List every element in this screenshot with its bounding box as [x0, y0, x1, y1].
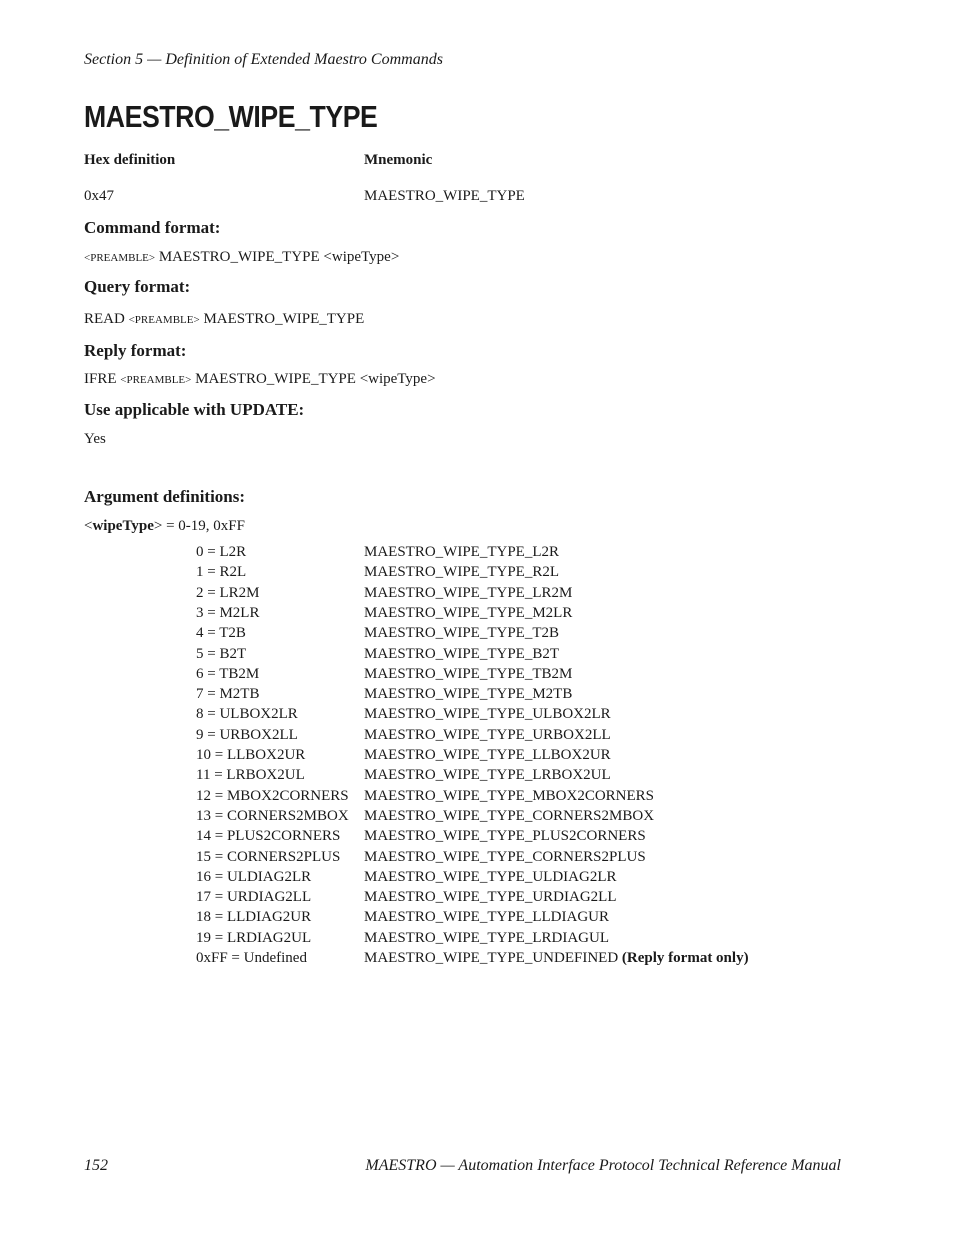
argument-value: 2 = LR2M	[196, 584, 260, 601]
argument-mnemonic	[364, 585, 572, 602]
argument-value: 1 = R2L	[196, 564, 247, 581]
argument-value: 0 = L2R	[196, 544, 247, 560]
argument-value: 9 = URBOX2LL	[196, 726, 298, 743]
argument-mnemonic-text: MAESTRO_WIPE_TYPE_T2B	[364, 625, 559, 642]
argument-mnemonic-text: MAESTRO_WIPE_TYPE_B2T	[364, 645, 559, 662]
argument-value: 3 = M2LR	[196, 604, 260, 621]
argument-note: (Reply format only)	[621, 950, 749, 966]
argument-mnemonic	[364, 950, 749, 967]
command-format-line	[84, 249, 399, 266]
reply-format-heading: Reply format:	[84, 341, 187, 360]
mnemonic-header: Mnemonic	[364, 152, 433, 168]
argument-mnemonic-text: MAESTRO_WIPE_TYPE_PLUS2CORNERS	[364, 828, 646, 845]
argument-mnemonic	[364, 889, 617, 906]
argument-mnemonic-text: MAESTRO_WIPE_TYPE_LRDIAGUL	[364, 929, 609, 946]
argument-mnemonic-text: MAESTRO_WIPE_TYPE_MBOX2CORNERS	[364, 787, 655, 804]
argument-value: 6 = TB2M	[196, 665, 260, 682]
reply-prefix: IFRE	[84, 371, 117, 387]
argument-mnemonic	[364, 788, 654, 805]
argument-mnemonic	[364, 930, 609, 947]
argument-mnemonic-text: MAESTRO_WIPE_TYPE_M2TB	[364, 686, 573, 703]
query-format-line	[84, 311, 364, 328]
argument-mnemonic-text: MAESTRO_WIPE_TYPE_LLBOX2UR	[364, 747, 611, 763]
query-text: MAESTRO_WIPE_TYPE	[203, 311, 365, 327]
argument-mnemonic	[364, 727, 611, 744]
argument-value: 7 = M2TB	[196, 686, 260, 703]
argument-mnemonic-text: MAESTRO_WIPE_TYPE_UNDEFINED	[364, 950, 619, 966]
page-number: 152	[84, 1157, 108, 1174]
command-format-heading: Command format:	[84, 218, 221, 237]
argument-mnemonic	[364, 909, 609, 926]
update-heading: Use applicable with UPDATE:	[84, 400, 305, 419]
mnemonic-value: MAESTRO_WIPE_TYPE	[364, 188, 525, 204]
argument-value: 5 = B2T	[196, 645, 247, 662]
argument-mnemonic	[364, 828, 646, 845]
argument-mnemonic-text: MAESTRO_WIPE_TYPE_R2L	[364, 564, 559, 581]
page-title: MAESTRO_WIPE_TYPE	[84, 99, 378, 134]
command-preamble: <PREAMBLE>	[84, 252, 156, 264]
argument-mnemonic	[364, 564, 559, 581]
hex-value: 0x47	[84, 188, 114, 204]
argument-mnemonic	[364, 686, 572, 703]
argument-mnemonic	[364, 869, 617, 886]
argument-value: 10 = LLBOX2UR	[196, 747, 306, 763]
argument-mnemonic-text: MAESTRO_WIPE_TYPE_LRBOX2UL	[364, 767, 611, 784]
argument-value: 18 = LLDIAG2UR	[196, 909, 312, 926]
argument-mnemonic-text: MAESTRO_WIPE_TYPE_LLDIAGUR	[364, 909, 609, 926]
argument-open: <	[84, 518, 93, 534]
argument-value: 0xFF = Undefined	[196, 950, 307, 966]
argument-mnemonic	[364, 747, 611, 764]
argument-mnemonic	[364, 849, 646, 866]
argument-value: 14 = PLUS2CORNERS	[196, 828, 341, 845]
argument-value: 11 = LRBOX2UL	[196, 767, 305, 784]
reply-text: MAESTRO_WIPE_TYPE <wipeType>	[195, 371, 436, 387]
argument-mnemonic	[364, 605, 572, 622]
argument-mnemonic	[364, 666, 572, 683]
argument-mnemonic-text: MAESTRO_WIPE_TYPE_URDIAG2LL	[364, 889, 617, 906]
command-text: MAESTRO_WIPE_TYPE <wipeType>	[158, 249, 400, 265]
query-preamble: <PREAMBLE>	[128, 314, 200, 326]
reply-format-line	[84, 371, 436, 388]
argument-mnemonic	[364, 706, 611, 723]
argument-mnemonic-text: MAESTRO_WIPE_TYPE_URBOX2LL	[364, 726, 611, 743]
query-format-heading: Query format:	[84, 277, 191, 296]
argument-value: 4 = T2B	[196, 625, 246, 642]
argument-range	[84, 518, 245, 535]
argument-name: wipeType	[92, 518, 154, 534]
argument-definitions-heading: Argument definitions:	[84, 487, 246, 506]
argument-mnemonic	[364, 767, 611, 784]
argument-mnemonic	[364, 625, 559, 642]
reply-preamble: <PREAMBLE>	[120, 374, 192, 386]
argument-value: 16 = ULDIAG2LR	[196, 868, 312, 885]
argument-value: 8 = ULBOX2LR	[196, 706, 298, 723]
argument-mnemonic	[364, 544, 559, 561]
argument-mnemonic-text: MAESTRO_WIPE_TYPE_ULDIAG2LR	[364, 868, 617, 885]
argument-mnemonic	[364, 646, 559, 663]
argument-value: 15 = CORNERS2PLUS	[196, 848, 341, 865]
argument-range-text: > = 0-19, 0xFF	[153, 518, 245, 534]
argument-mnemonic-text: MAESTRO_WIPE_TYPE_CORNERS2MBOX	[364, 807, 655, 824]
hex-definition-header: Hex definition	[84, 152, 176, 168]
argument-mnemonic-text: MAESTRO_WIPE_TYPE_ULBOX2LR	[364, 706, 611, 723]
query-prefix: READ	[84, 311, 125, 327]
argument-value: 17 = URDIAG2LL	[196, 889, 312, 906]
argument-value: 19 = LRDIAG2UL	[196, 929, 312, 946]
manual-title: MAESTRO — Automation Interface Protocol Technical Reference Manual	[365, 1157, 841, 1174]
argument-value: 12 = MBOX2CORNERS	[196, 787, 349, 804]
argument-value: 13 = CORNERS2MBOX	[196, 807, 349, 824]
argument-mnemonic-text: MAESTRO_WIPE_TYPE_M2LR	[364, 604, 573, 621]
argument-mnemonic-text: MAESTRO_WIPE_TYPE_L2R	[364, 544, 559, 560]
update-value: Yes	[84, 431, 106, 447]
argument-mnemonic-text: MAESTRO_WIPE_TYPE_TB2M	[364, 665, 573, 682]
argument-mnemonic-text: MAESTRO_WIPE_TYPE_CORNERS2PLUS	[364, 848, 646, 865]
argument-mnemonic-text: MAESTRO_WIPE_TYPE_LR2M	[364, 584, 573, 601]
running-header: Section 5 — Definition of Extended Maestro Commands	[84, 51, 443, 68]
argument-mnemonic	[364, 808, 654, 825]
